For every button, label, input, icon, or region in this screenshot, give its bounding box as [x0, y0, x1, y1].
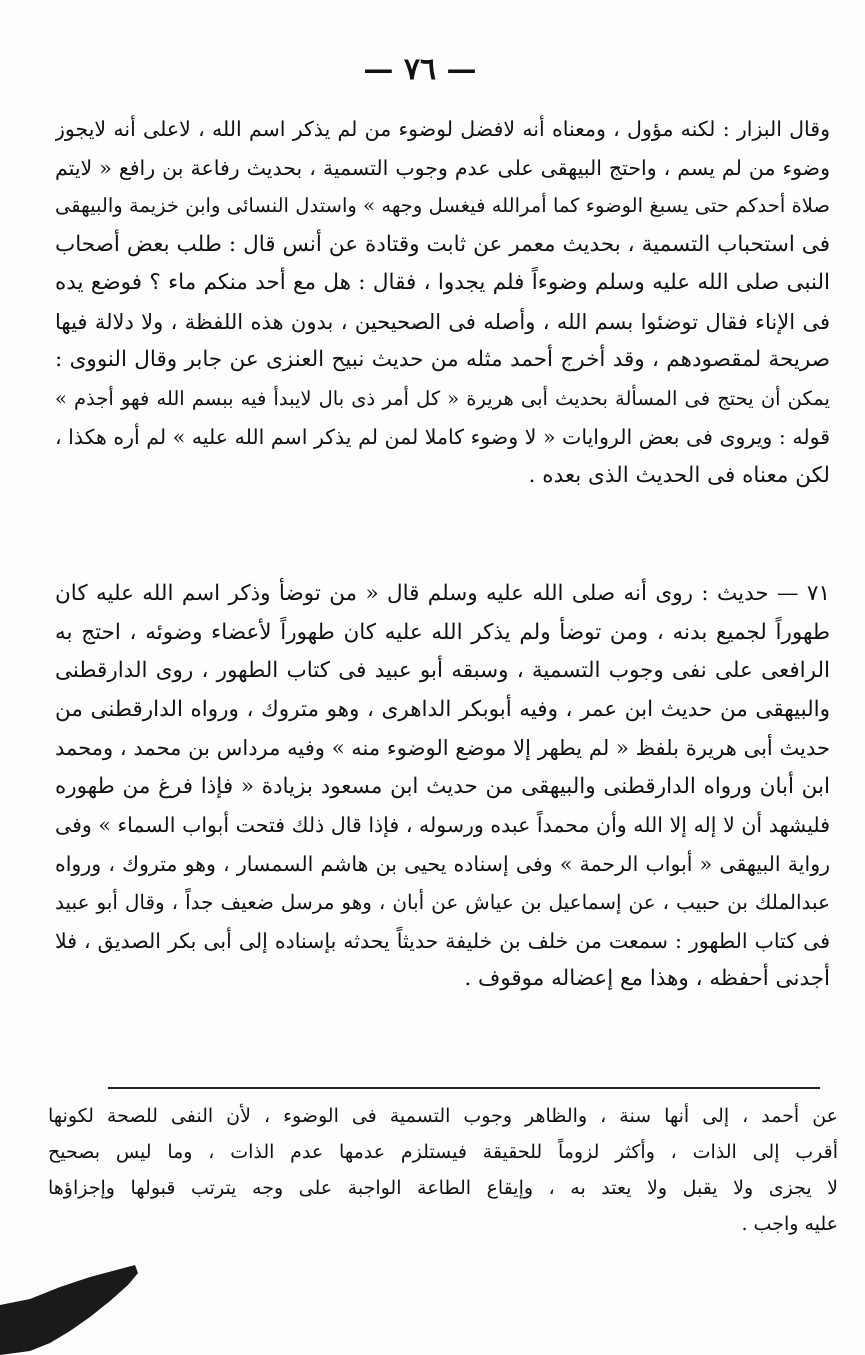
text-line: فليشهد أن لا إله إلا الله وأن محمداً عبده ورسوله ، فإذا قال ذلك فتحت أبواب السماء » وفى — [55, 813, 830, 837]
footnote-line: لا يجزى ولا يقبل ولا يعتد به ، وإيقاع الطاعة الواجبة على وجه يترتب قبولها وإجزاؤها — [48, 1177, 838, 1199]
footnote-line: أقرب إلى الذات ، وأكثر لزوماً للحقيقة فيستلزم عدمها عدم الذات ، وما ليس بصحيح — [48, 1141, 838, 1163]
paragraph-hadith-71 — [55, 575, 830, 999]
text-line: وضوء من لم يسم ، واحتج البيهقى على عدم وجوب التسمية ، بحديث رفاعة بن رافع « لايتم — [55, 155, 830, 180]
page-number: — ٧٦ — — [363, 52, 477, 87]
text-line: رواية البيهقى « أبواب الرحمة » وفى إسناده يحيى بن هاشم السمسار ، وهو متروك ، ورواه — [55, 851, 830, 876]
text-line: وقال البزار : لكنه مؤول ، ومعناه أنه لافضل لوضوء من لم يذكر اسم الله ، لاعلى أنه لايجوز — [55, 117, 830, 141]
text-line: صريحة لمقصودهم ، وقد أخرج أحمد مثله من حديث نبيح العنزى عن جابر وقال النووى : — [55, 347, 830, 372]
text-line: ابن أبان ورواه الدارقطنى والبيهقى من حديث ابن مسعود بزيادة « فإذا فرغ من طهوره — [55, 773, 830, 799]
text-line: النبى صلى الله عليه وسلم وضوءاً فلم يجدوا ، فقال : هل مع أحد منكم ماء ؟ فوضع يده — [55, 270, 830, 295]
text-line: قوله : ويروى فى بعض الروايات « لا وضوء كاملا لمن لم يذكر اسم الله عليه » لم أره هكذا ، — [55, 425, 830, 449]
text-line: عبدالملك بن حبيب ، عن إسماعيل بن عياش عن أبان ، وهو مرسل ضعيف جداً ، وقال أبو عبيد — [55, 890, 830, 914]
text-line: الرافعى على نفى وجوب التسمية ، وسبقه أبو عبيد فى كتاب الطهور ، روى الدارقطنى — [55, 658, 830, 683]
footnote-line: عن أحمد ، إلى أنها سنة ، والظاهر وجوب التسمية فى الوضوء ، لأن النفى للصحة لكونها — [48, 1105, 838, 1127]
text-line: لكن معناه فى الحديث الذى بعده . — [528, 462, 830, 488]
footnote — [48, 1098, 838, 1242]
text-line: طهوراً لجميع بدنه ، ومن توضأ ولم يذكر الله عليه كان طهوراً لأعضاء وضوئه ، احتج به — [55, 619, 830, 645]
text-line: صلاة أحدكم حتى يسبغ الوضوء كما أمرالله فيغسل وجهه » واستدل النسائى وابن خزيمة والبيهقى — [55, 194, 830, 217]
paragraph-commentary — [55, 110, 830, 495]
text-line: فى الإناء فقال توضئوا بسم الله ، وأصله فى الصحيحين ، بدون هذه اللفظة ، ولا دلالة فيها — [55, 309, 830, 334]
footnote-line: عليه واجب . — [741, 1213, 838, 1235]
text-line: يمكن أن يحتج فى المسألة بحديث أبى هريرة « كل أمر ذى بال لايبدأ فيه ببسم الله فهو أجذم » — [55, 386, 830, 410]
text-line: والبيهقى من حديث ابن عمر ، وفيه أبوبكر الداهرى ، وهو متروك ، ورواه الدارقطنى من — [55, 696, 830, 722]
text-line: فى كتاب الطهور : سمعت من خلف بن خليفة حديثاً يحدثه بإسناده إلى أبى بكر الصديق ، فلا — [55, 928, 830, 953]
scan-edge-shadow — [0, 1265, 150, 1355]
text-line: أجدنى أحفظه ، وهذا مع إعضاله موقوف . — [464, 966, 830, 991]
text-line: حديث أبى هريرة بلفظ « لم يطهر إلا موضع الوضوء منه » وفيه مرداس بن محمد ، ومحمد — [55, 736, 830, 760]
text-line: فى استحباب التسمية ، بحديث معمر عن ثابت وقتادة عن أنس قال : طلب بعض أصحاب — [55, 231, 830, 257]
footnote-separator — [108, 1087, 820, 1089]
text-line: ٧١ — حديث : روى أنه صلى الله عليه وسلم قال « من توضأ وذكر اسم الله عليه كان — [55, 581, 830, 606]
